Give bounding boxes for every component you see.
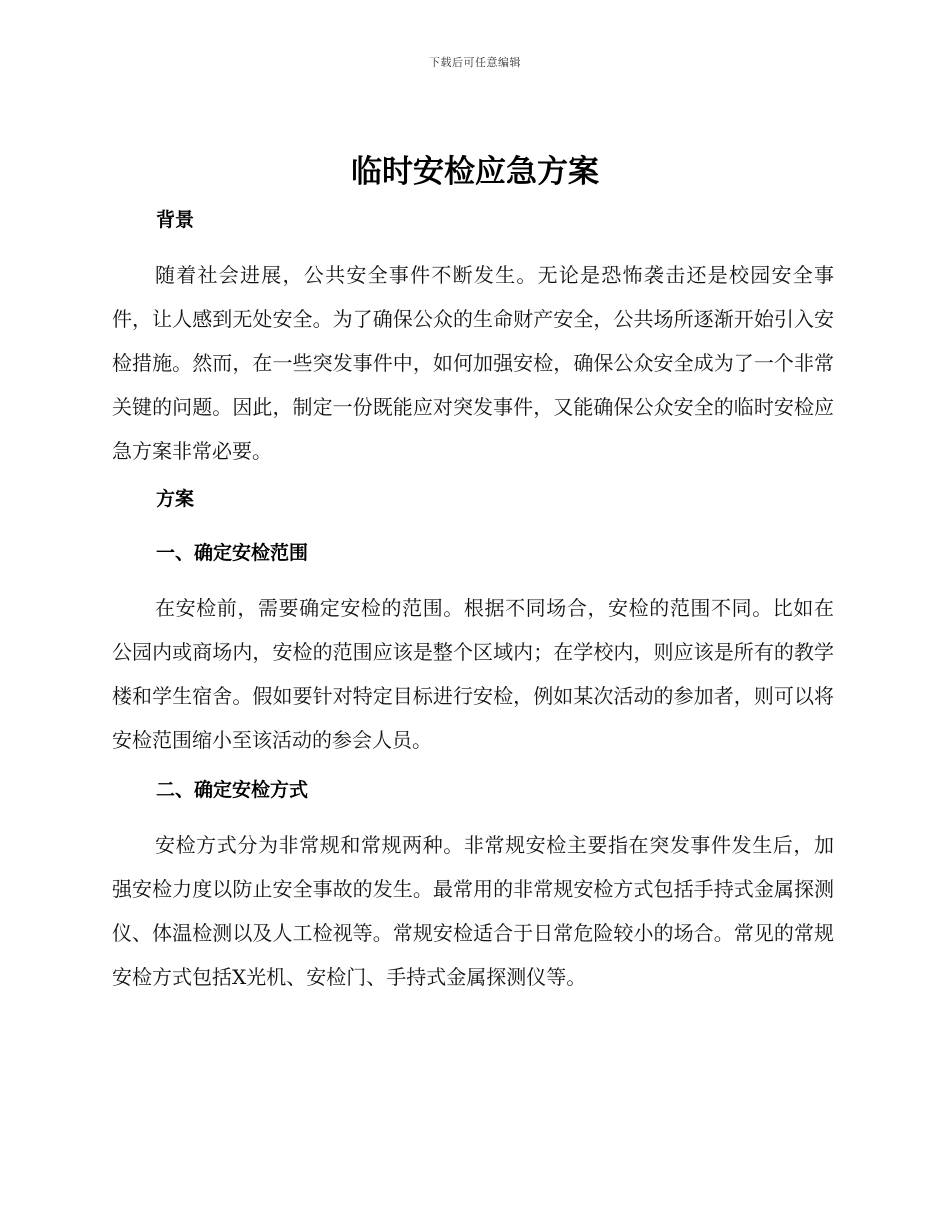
page-header: 下载后可任意编辑 — [429, 56, 521, 69]
section2-heading: 二、确定安检方式 — [156, 779, 309, 801]
section1-heading: 一、确定安检范围 — [156, 542, 309, 564]
section2-paragraph: 安检方式分为非常规和常规两种。非常规安检主要指在突发事件发生后，加强安检力度以防止安全事故的发生。最常用的非常规安检方式包括手持式金属探测仪、体温检测以及人工检视等。常规安检适合于日常危险较小的场合。常见的常规安检方式包括X光机、安检门、手持式金属探测仪等。 — [112, 833, 834, 989]
background-paragraph: 随着社会进展，公共安全事件不断发生。无论是恐怖袭击还是校园安全事件，让人感到无处安全。为了确保公众的生命财产安全，公共场所逐渐开始引入安检措施。然而，在一些突发事件中，如何加强安检，确保公众安全成为了一个非常关键的问题。因此，制定一份既能应对突发事件，又能确保公众安全的临时安检应急方案非常必要。 — [112, 263, 834, 463]
section1-paragraph: 在安检前，需要确定安检的范围。根据不同场合，安检的范围不同。比如在公园内或商场内，安检的范围应该是整个区域内；在学校内，则应该是所有的教学楼和学生宿舍。假如要针对特定目标进行安检，例如某次活动的参加者，则可以将安检范围缩小至该活动的参会人员。 — [112, 596, 834, 752]
background-heading: 背景 — [156, 209, 195, 231]
document-title: 临时安检应急方案 — [351, 154, 599, 190]
plan-heading: 方案 — [156, 488, 195, 510]
